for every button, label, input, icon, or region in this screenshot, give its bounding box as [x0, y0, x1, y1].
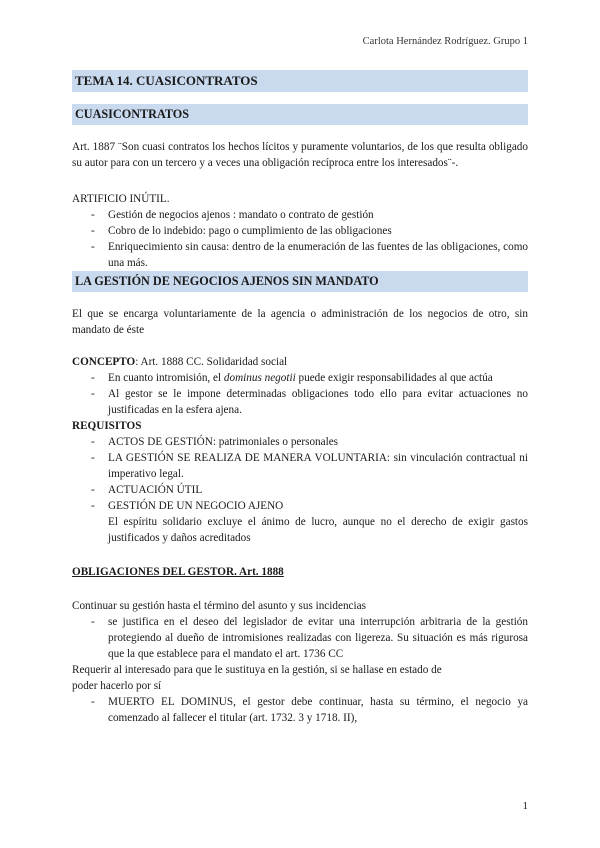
- dominus-negotii-term: dominus negotii: [223, 372, 296, 384]
- item-text: puede exigir responsabilidades al que actúa: [295, 372, 493, 384]
- requisitos-label: REQUISITOS: [72, 420, 142, 432]
- item-text: En cuanto intromisión, el: [108, 372, 224, 384]
- list-item: - Al gestor se le impone determinadas obligaciones todo ello para evitar actuaciones no justificadas en la esfera ajena.: [72, 386, 528, 418]
- page-header: Carlota Hernández Rodríguez. Grupo 1: [362, 36, 528, 47]
- gestion-intro-paragraph: El que se encarga voluntariamente de la agencia o administración de los negocios de otro, sin mandato de éste: [72, 308, 528, 336]
- continuar-line: Continuar su gestión hasta el término del asunto y sus incidencias: [72, 600, 366, 612]
- list-item: - Enriquecimiento sin causa: dentro de la enumeración de las fuentes de las obligaciones, como una más.: [72, 239, 528, 271]
- list-item: [72, 370, 528, 386]
- continuar-list: [72, 614, 528, 662]
- requerir-line-2: poder hacerlo por sí: [72, 680, 162, 692]
- requisitos-continuation: El espíritu solidario excluye el ánimo de lucro, aunque no el derecho de exigir gastos justificados y daños acreditados: [108, 516, 528, 544]
- chapter-title: TEMA 14. CUASICONTRATOS: [72, 70, 528, 92]
- requerir-line-1: Requerir al interesado para que le sustituya en la gestión, si se hallase en estado de: [72, 664, 442, 676]
- concepto-list: [72, 370, 528, 418]
- list-item: - ACTOS DE GESTIÓN: patrimoniales o personales: [72, 434, 528, 450]
- list-item: - Gestión de negocios ajenos : mandato o contrato de gestión: [72, 207, 528, 223]
- artificio-list: [72, 207, 528, 271]
- obligaciones-heading: OBLIGACIONES DEL GESTOR. Art. 1888: [72, 566, 284, 578]
- list-item: - GESTIÓN DE UN NEGOCIO AJENO: [72, 498, 528, 514]
- section-heading-gestion: LA GESTIÓN DE NEGOCIOS AJENOS SIN MANDATO: [72, 271, 528, 292]
- concepto-label: CONCEPTO: [72, 356, 136, 368]
- list-item: - LA GESTIÓN SE REALIZA DE MANERA VOLUNTARIA: sin vinculación contractual ni imperativo legal.: [72, 450, 528, 482]
- concepto-line: [72, 354, 528, 370]
- muerto-list: [72, 694, 528, 726]
- document-body: [72, 70, 528, 726]
- concepto-text: : Art. 1888 CC. Solidaridad social: [135, 356, 288, 368]
- section-heading-cuasicontratos: CUASICONTRATOS: [72, 104, 528, 125]
- article-1887-paragraph: Art. 1887 ¨Son cuasi contratos los hechos lícitos y puramente voluntarios, de los que resulta obligado su autor para con un tercero y a veces una obligación recíproca entre los interesados¨-.: [72, 141, 528, 169]
- list-item: - MUERTO EL DOMINUS, el gestor debe continuar, hasta su término, el negocio ya comenzado al fallecer el titular (art. 1732. 3 y 1718. II),: [72, 694, 528, 726]
- requisitos-list: [72, 434, 528, 514]
- page-number: 1: [522, 800, 528, 812]
- list-item: - ACTUACIÓN ÚTIL: [72, 482, 528, 498]
- list-item: - se justifica en el deseo del legislador de evitar una interrupción arbitraria de la gestión protegiendo al dueño de intromisiones realizadas con ligereza. Su situación es más rigurosa que la que establece para el mandato el art. 1736 CC: [72, 614, 528, 662]
- artificio-label: ARTIFICIO INÚTIL.: [72, 193, 170, 205]
- list-item: - Cobro de lo indebido: pago o cumplimiento de las obligaciones: [72, 223, 528, 239]
